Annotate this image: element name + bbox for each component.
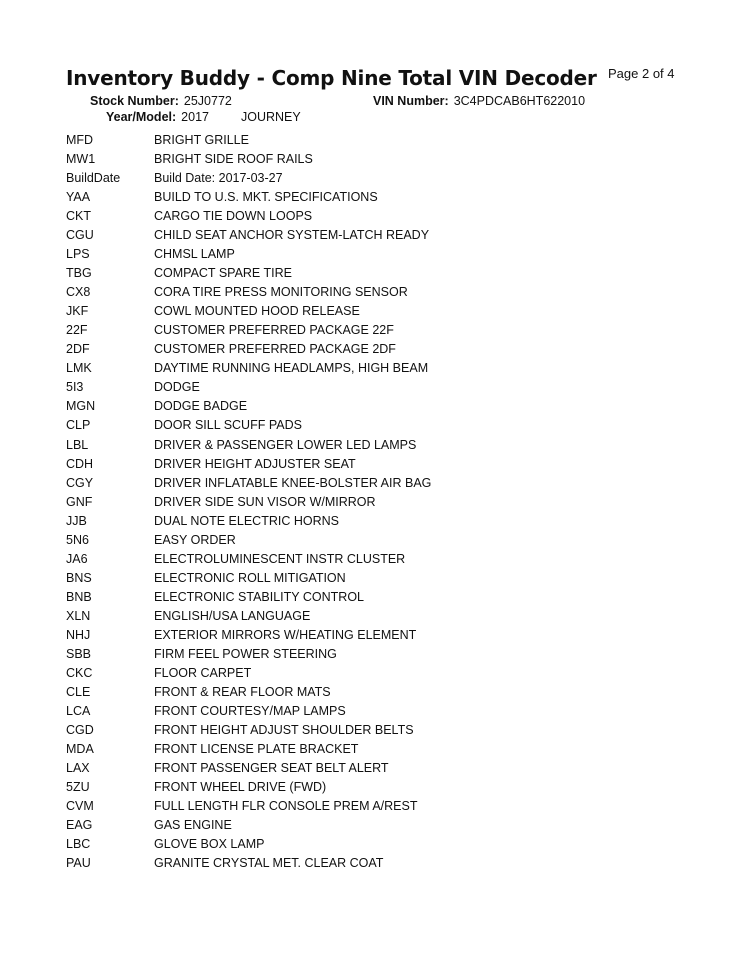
- option-code: CLP: [66, 418, 91, 433]
- option-code-row: [66, 359, 666, 378]
- option-description: COMPACT SPARE TIRE: [154, 266, 292, 281]
- option-description: DAYTIME RUNNING HEADLAMPS, HIGH BEAM: [154, 361, 429, 376]
- option-code-row: [66, 493, 666, 512]
- option-description: DODGE BADGE: [154, 399, 248, 414]
- option-code-row: [66, 397, 666, 416]
- option-code: MW1: [66, 152, 96, 167]
- option-code-row: [66, 245, 666, 264]
- option-code-row: [66, 854, 666, 873]
- option-code: EAG: [66, 818, 93, 833]
- option-code: XLN: [66, 608, 91, 623]
- option-code-row: [66, 188, 666, 207]
- option-code: 5ZU: [66, 780, 90, 795]
- option-code-row: [66, 226, 666, 245]
- option-description: CUSTOMER PREFERRED PACKAGE 22F: [154, 323, 394, 338]
- page-number: Page 2 of 4: [608, 66, 675, 81]
- option-code: CGU: [66, 228, 94, 243]
- option-code: JA6: [66, 551, 88, 566]
- option-code-row: [66, 436, 666, 455]
- option-code: 22F: [66, 323, 88, 338]
- option-description: FULL LENGTH FLR CONSOLE PREM A/REST: [154, 799, 418, 814]
- year-model-field: [106, 110, 301, 124]
- option-code-row: [66, 264, 666, 283]
- vin-number-field: [373, 94, 585, 108]
- option-code-list: [66, 131, 666, 873]
- option-code: 2DF: [66, 342, 90, 357]
- option-description: ELECTRONIC STABILITY CONTROL: [154, 589, 364, 604]
- option-code-row: [66, 550, 666, 569]
- option-description: BRIGHT GRILLE: [154, 133, 249, 147]
- option-code: PAU: [66, 856, 91, 871]
- option-description: FRONT & REAR FLOOR MATS: [154, 684, 331, 699]
- year-model-label: Year/Model:: [106, 110, 177, 124]
- option-description: ELECTRONIC ROLL MITIGATION: [154, 570, 346, 585]
- option-code-row: [66, 797, 666, 816]
- option-code-row: [66, 835, 666, 854]
- option-description: EXTERIOR MIRRORS W/HEATING ELEMENT: [154, 627, 417, 642]
- option-description: CHILD SEAT ANCHOR SYSTEM-LATCH READY: [154, 228, 430, 243]
- option-description: FLOOR CARPET: [154, 665, 252, 680]
- option-description: FRONT PASSENGER SEAT BELT ALERT: [154, 761, 389, 776]
- option-code-row: [66, 207, 666, 226]
- option-code-row: [66, 740, 666, 759]
- option-code-row: [66, 645, 666, 664]
- option-code-row: [66, 588, 666, 607]
- option-description: DRIVER INFLATABLE KNEE-BOLSTER AIR BAG: [154, 475, 432, 490]
- stock-number-value: 25J0772: [183, 94, 232, 108]
- option-code: BuildDate: [66, 171, 121, 186]
- option-code: BNS: [66, 570, 92, 585]
- option-code: TBG: [66, 266, 92, 281]
- option-code: LMK: [66, 361, 92, 376]
- option-description: FIRM FEEL POWER STEERING: [154, 646, 337, 661]
- option-code-row: [66, 169, 666, 188]
- option-code: LBC: [66, 837, 91, 852]
- option-code: JKF: [66, 304, 89, 319]
- option-code-row: [66, 816, 666, 835]
- option-code-row: [66, 302, 666, 321]
- option-code-row: [66, 626, 666, 645]
- option-code: GNF: [66, 494, 93, 509]
- option-code-row: [66, 664, 666, 683]
- option-description: GLOVE BOX LAMP: [154, 837, 265, 852]
- option-code-row: [66, 474, 666, 493]
- option-code-row: [66, 607, 666, 626]
- option-code: CGY: [66, 475, 94, 490]
- option-code: CLE: [66, 684, 91, 699]
- option-code: MGN: [66, 399, 96, 414]
- option-description: FRONT WHEEL DRIVE (FWD): [154, 780, 327, 795]
- option-code: MDA: [66, 742, 94, 756]
- option-code: CGD: [66, 722, 94, 737]
- option-description: CUSTOMER PREFERRED PACKAGE 2DF: [154, 342, 396, 357]
- option-code: LAX: [66, 761, 90, 776]
- option-code-row: [66, 569, 666, 588]
- option-description: DRIVER & PASSENGER LOWER LED LAMPS: [154, 437, 417, 452]
- option-description: COWL MOUNTED HOOD RELEASE: [154, 304, 360, 319]
- option-description: CARGO TIE DOWN LOOPS: [154, 209, 313, 224]
- option-code: MFD: [66, 133, 94, 147]
- stock-number-label: Stock Number:: [90, 94, 179, 108]
- option-code: LPS: [66, 247, 90, 262]
- option-description: ELECTROLUMINESCENT INSTR CLUSTER: [154, 551, 406, 566]
- option-description: CORA TIRE PRESS MONITORING SENSOR: [154, 285, 408, 300]
- option-code: YAA: [66, 190, 91, 205]
- option-code-row: [66, 321, 666, 340]
- option-code-row: [66, 150, 666, 169]
- option-code-row: [66, 759, 666, 778]
- option-code: CVM: [66, 799, 94, 814]
- vin-number-value: 3C4PDCAB6HT622010: [453, 94, 586, 108]
- option-code-row: [66, 721, 666, 740]
- option-code-row: [66, 378, 666, 397]
- option-description: FRONT LICENSE PLATE BRACKET: [154, 742, 359, 756]
- year-value: 2017: [181, 110, 209, 124]
- option-description: GRANITE CRYSTAL MET. CLEAR COAT: [154, 856, 384, 871]
- option-code-row: [66, 416, 666, 435]
- option-code-row: [66, 512, 666, 531]
- option-description: CHMSL LAMP: [154, 247, 235, 262]
- option-description: DODGE: [154, 380, 200, 395]
- option-code-row: [66, 531, 666, 550]
- option-code: LBL: [66, 437, 89, 452]
- option-code: CX8: [66, 285, 91, 300]
- option-code: SBB: [66, 646, 92, 661]
- option-code: JJB: [66, 513, 87, 528]
- option-description: BRIGHT SIDE ROOF RAILS: [154, 152, 313, 167]
- option-description: EASY ORDER: [154, 532, 236, 547]
- option-code: LCA: [66, 703, 91, 718]
- option-code: 5N6: [66, 532, 89, 547]
- option-code-row: [66, 283, 666, 302]
- option-description: ENGLISH/USA LANGUAGE: [154, 608, 311, 623]
- option-description: FRONT COURTESY/MAP LAMPS: [154, 703, 346, 718]
- option-code-row: [66, 702, 666, 721]
- option-description: DRIVER SIDE SUN VISOR W/MIRROR: [154, 494, 376, 509]
- model-value: JOURNEY: [240, 110, 301, 124]
- option-code-row: [66, 340, 666, 359]
- option-code-row: [66, 131, 666, 150]
- vin-number-label: VIN Number:: [373, 94, 449, 108]
- option-code: NHJ: [66, 627, 91, 642]
- stock-number-field: [90, 94, 232, 108]
- option-description: Build Date: 2017-03-27: [154, 171, 283, 186]
- option-description: BUILD TO U.S. MKT. SPECIFICATIONS: [154, 190, 378, 205]
- option-code: BNB: [66, 589, 92, 604]
- option-code: CKC: [66, 665, 93, 680]
- option-code-row: [66, 683, 666, 702]
- option-description: DOOR SILL SCUFF PADS: [154, 418, 302, 433]
- option-description: DUAL NOTE ELECTRIC HORNS: [154, 513, 339, 528]
- option-code: 5I3: [66, 380, 84, 395]
- option-code-row: [66, 455, 666, 474]
- option-code-row: [66, 778, 666, 797]
- option-description: FRONT HEIGHT ADJUST SHOULDER BELTS: [154, 722, 414, 737]
- option-description: DRIVER HEIGHT ADJUSTER SEAT: [154, 456, 356, 471]
- page-title: Inventory Buddy - Comp Nine Total VIN Decoder: [66, 66, 597, 90]
- option-code: CKT: [66, 209, 91, 224]
- option-description: GAS ENGINE: [154, 818, 232, 833]
- option-code: CDH: [66, 456, 94, 471]
